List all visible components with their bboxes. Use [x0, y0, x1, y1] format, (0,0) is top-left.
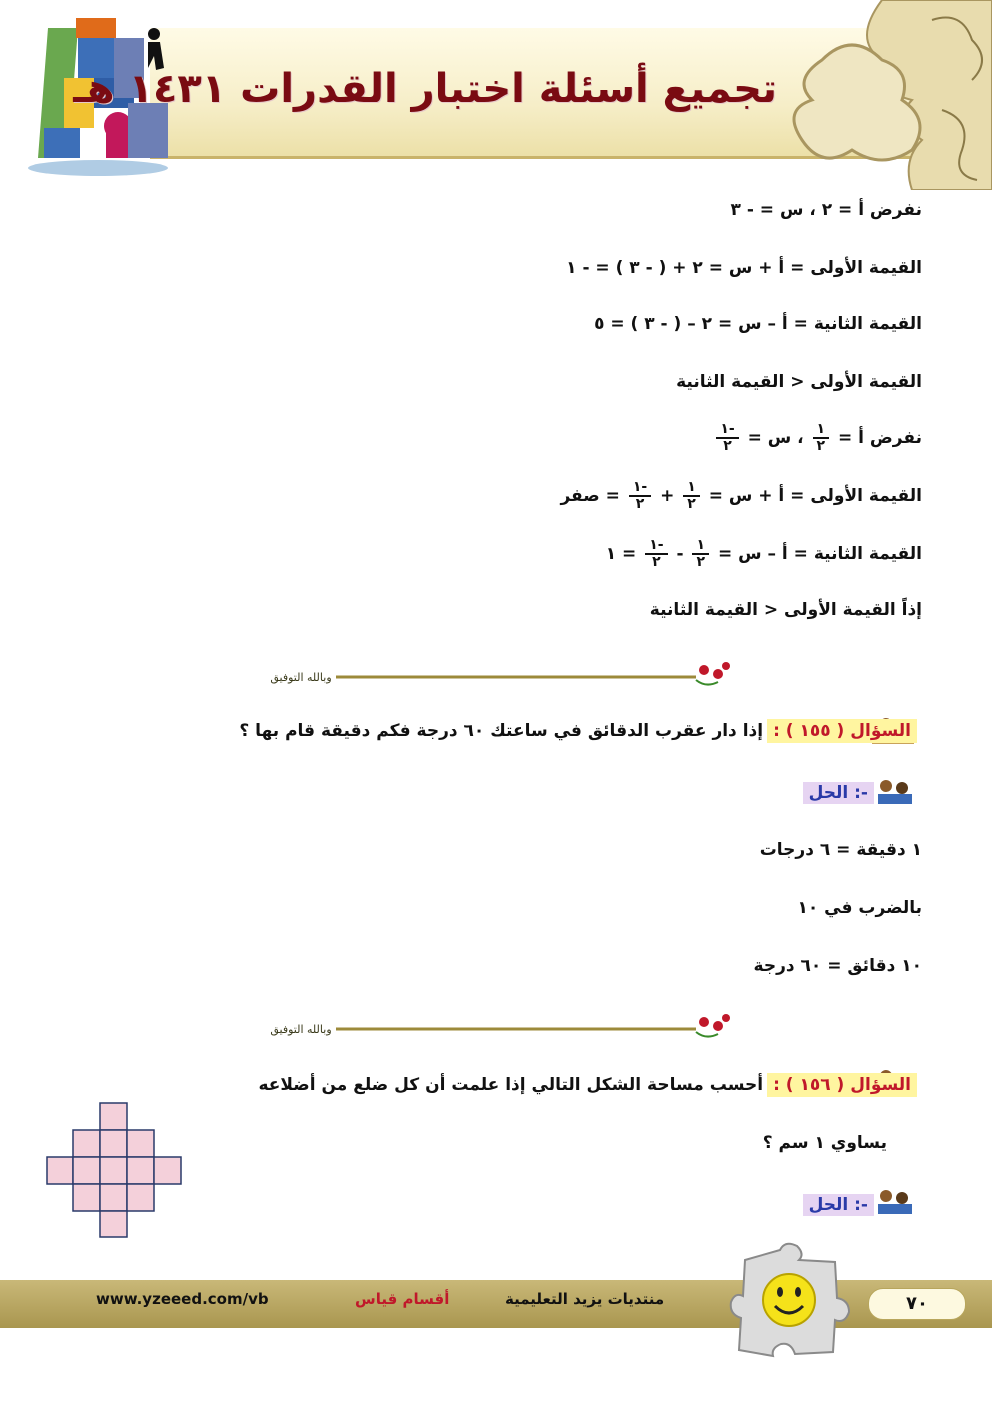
question-tag: السؤال ( ١٥٦ ) :	[767, 1073, 917, 1097]
question-text: أحسب مساحة الشكل التالي إذا علمت أن كل ضلع من أضلاعه	[258, 1075, 764, 1095]
footer-section-link[interactable]: أقسام قياس	[355, 1290, 450, 1308]
fraction-numerator: ١	[692, 538, 709, 555]
fraction	[716, 422, 738, 454]
kids-reading-icon	[872, 1186, 918, 1218]
question-tag: السؤال ( ١٥٥ ) :	[767, 719, 917, 743]
solution-line-1: ١ دقيقة = ٦ درجات	[759, 840, 922, 860]
page-title: تجميع أسئلة اختبار القدرات ١٤٣١ هـ	[73, 66, 777, 112]
question-156	[258, 1072, 917, 1098]
work-line-1: نفرض أ = ٢ ، س = - ٣	[730, 200, 922, 220]
page-number: ٧٠	[868, 1288, 966, 1320]
solution-label: الحل :-	[803, 1194, 874, 1216]
fraction-denominator: ٢	[723, 438, 732, 454]
fraction-denominator: ٢	[816, 438, 826, 454]
work-line-3: القيمة الثانية = أ – س = ٢ – ( - ٣ ) = ٥	[594, 314, 922, 334]
work-line-4: القيمة الأولى < القيمة الثانية	[676, 372, 922, 392]
fraction-numerator: -١	[716, 422, 738, 439]
work-line-5	[713, 422, 922, 454]
work-line-7	[606, 538, 922, 570]
work-line-2: القيمة الأولى = أ + س = ٢ + ( - ٣ ) = - ١	[566, 258, 922, 278]
fraction	[683, 480, 700, 512]
fraction	[813, 422, 830, 454]
work-line-6-text-a: القيمة الأولى = أ + س =	[708, 486, 922, 506]
grid-shape-figure	[46, 1102, 182, 1238]
solution-line-2: بالضرب في ١٠	[797, 898, 922, 918]
work-line-8: إذاً القيمة الأولى < القيمة الثانية	[649, 600, 922, 620]
puzzle-pieces-icon	[762, 0, 992, 190]
footer-forum-name: منتديات يزيد التعليمية	[505, 1290, 665, 1308]
work-line-5-text-a: نفرض أ =	[838, 428, 922, 448]
fraction-denominator: ٢	[635, 496, 645, 512]
work-line-7-text-a: القيمة الثانية = أ – س =	[717, 544, 922, 564]
footer-url-link[interactable]: www.yzeeed.com/vb	[96, 1290, 269, 1308]
fraction-numerator: ١	[813, 422, 830, 439]
fraction-numerator: -١	[645, 538, 667, 555]
fraction	[692, 538, 709, 570]
work-line-6-text-c: = صفر	[560, 486, 620, 506]
fraction-numerator: -١	[629, 480, 651, 497]
solution-line-3: ١٠ دقائق = ٦٠ درجة	[753, 956, 922, 976]
work-line-5-text-b: ، س =	[747, 428, 804, 448]
fraction-denominator: ٢	[696, 554, 706, 570]
smiley-puzzle-icon	[725, 1240, 855, 1360]
fraction-denominator: ٢	[652, 554, 661, 570]
question-text: إذا دار عقرب الدقائق في ساعتك ٦٠ درجة فكم دقيقة قام بها ؟	[239, 721, 764, 741]
page-header	[0, 0, 992, 190]
work-line-7-text-c: = ١	[605, 544, 637, 564]
fraction-denominator: ٢	[687, 496, 696, 512]
divider-text: وبالله التوفيق	[270, 1023, 332, 1036]
kids-reading-icon	[872, 776, 918, 808]
fraction	[645, 538, 667, 570]
divider-ornament	[256, 1012, 736, 1042]
work-line-6-text-b: +	[660, 486, 675, 506]
solution-label: الحل :-	[803, 782, 874, 804]
question-155	[239, 718, 917, 744]
divider-ornament	[256, 660, 736, 690]
work-line-7-text-b: -	[676, 544, 684, 564]
divider-text: وبالله التوفيق	[270, 671, 332, 684]
fraction	[629, 480, 651, 512]
question-156-continued: يساوي ١ سم ؟	[762, 1133, 887, 1153]
fraction-numerator: ١	[683, 480, 700, 497]
work-line-6	[560, 480, 922, 512]
